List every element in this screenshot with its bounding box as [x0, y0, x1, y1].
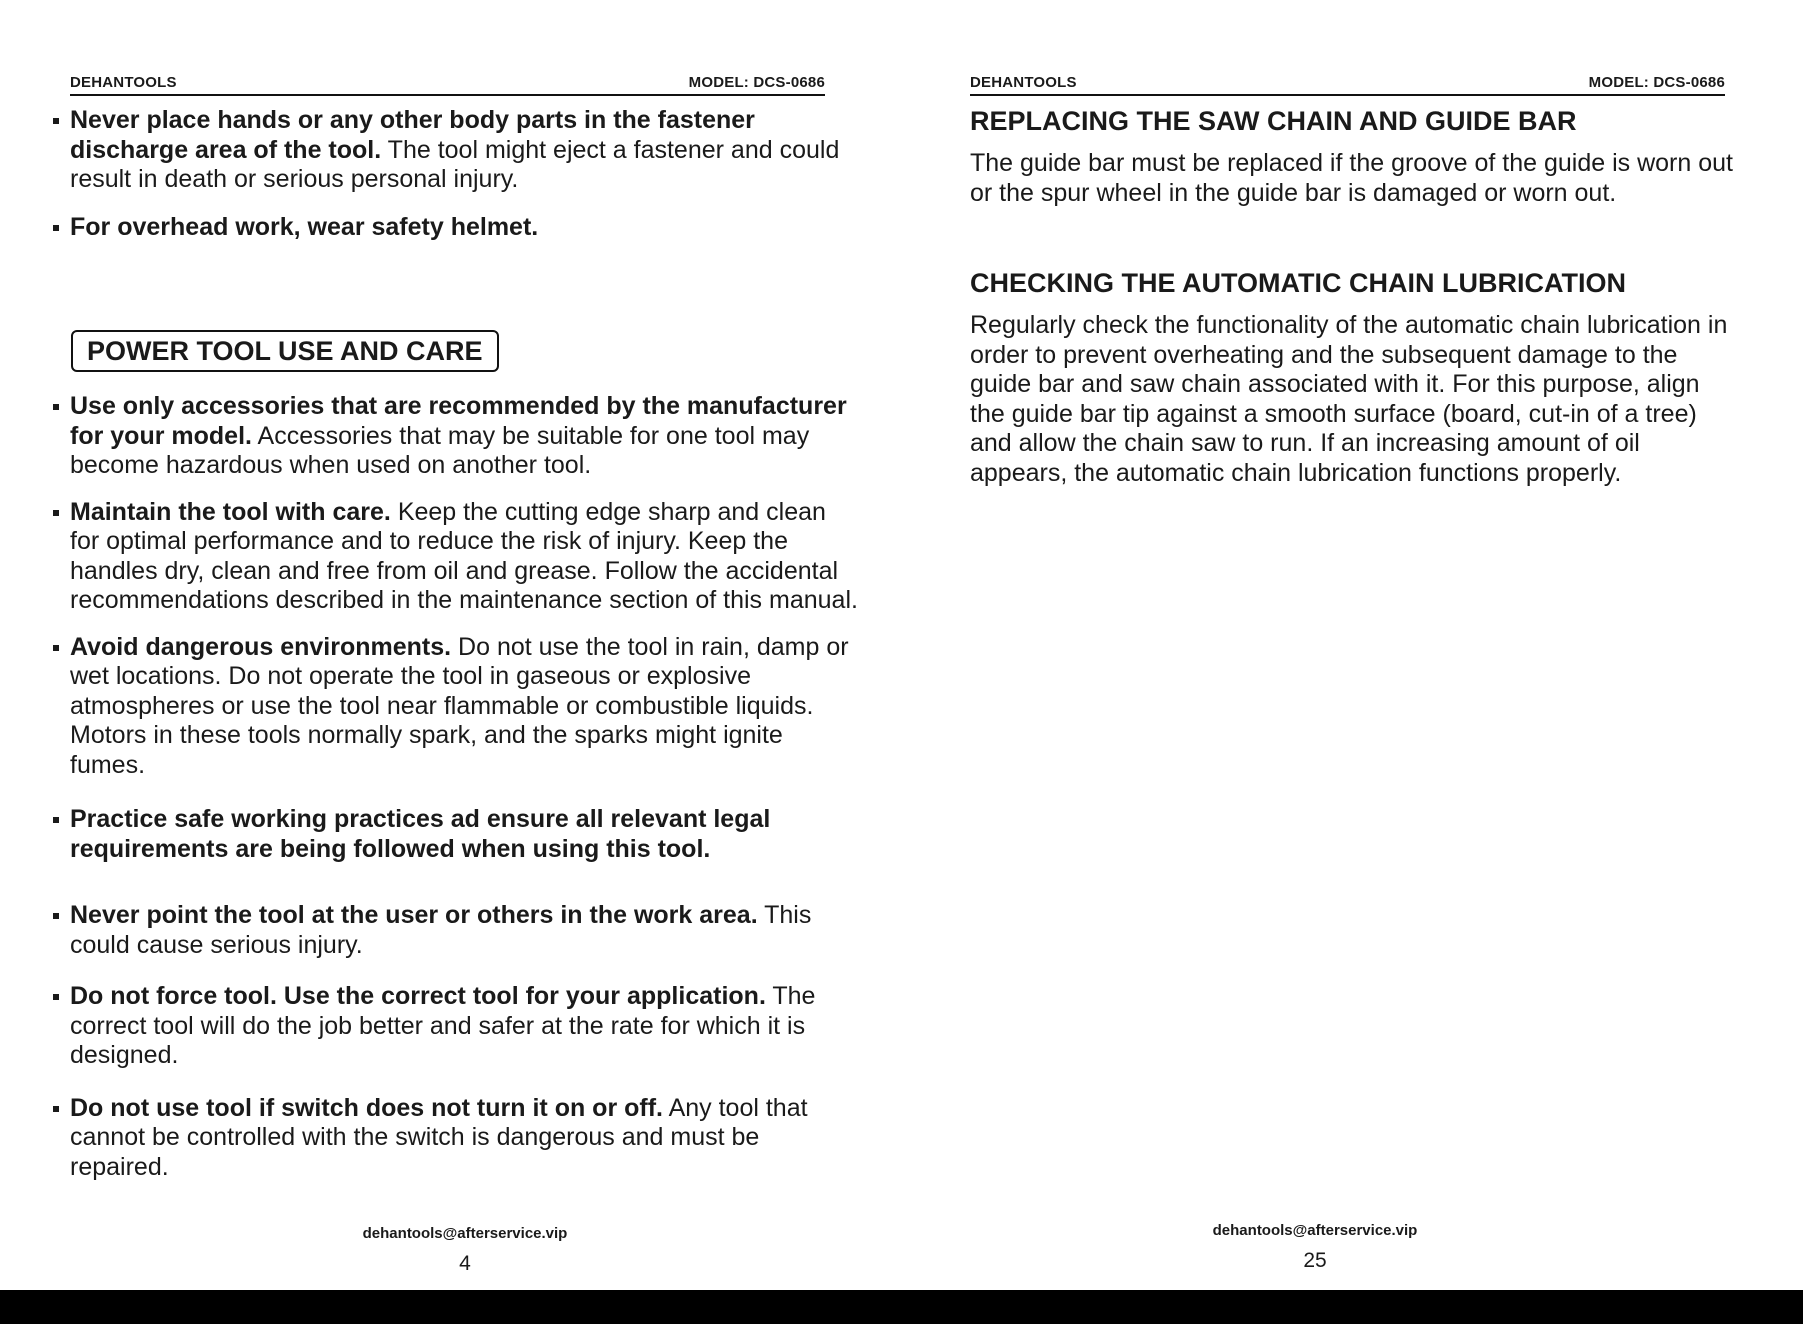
section-body: Regularly check the functionality of the automatic chain lubrication in order to prevent overheating and the subsequent damage to the guide bar and saw chain associated with it. For this purpose, align the guide bar tip against a smooth surface (board, cut-in of a tree) and allow the chain saw to run. If an increasing amount of oil appears, the automatic chain lubrication functions properly. — [970, 311, 1728, 487]
item-text: The tool might eject a fastener and could result in death or serious personal injury. — [70, 135, 840, 193]
page-footer — [50, 1225, 880, 1276]
header-model: MODEL: DCS-0686 — [688, 74, 825, 91]
list-item — [50, 901, 870, 960]
page-header — [70, 74, 825, 96]
header-model: MODEL: DCS-0686 — [1588, 74, 1725, 91]
item-bold: Never point the tool at the user or others in the work area. — [70, 901, 758, 929]
page-header — [970, 74, 1725, 96]
item-bold: Practice safe working practices ad ensure all relevant legal requirements are being followed when using this tool. — [70, 805, 771, 863]
list-item — [50, 392, 870, 481]
item-bold: Do not use tool if switch does not turn it on or off. — [70, 1093, 663, 1122]
item-text: Do not use the tool in rain, damp or wet locations. Do not operate the tool in gaseous or explosive atmospheres or use the tool near flammable or combustible liquids. Motors in these tools normally spark, and the sparks might ignite fumes. — [70, 632, 849, 779]
item-text: Accessories that may be suitable for one tool may become hazardous when used on another tool. — [70, 421, 810, 479]
item-text: Any tool that cannot be controlled with the switch is dangerous and must be repaired. — [70, 1093, 808, 1181]
section-body: The guide bar must be replaced if the groove of the guide is worn out or the spur wheel in the guide bar is damaged or worn out. — [970, 149, 1733, 207]
item-bold: Avoid dangerous environments. — [70, 632, 452, 661]
list-item — [50, 633, 870, 781]
header-brand: DEHANTOOLS — [970, 74, 1077, 91]
page-number: 4 — [459, 1252, 471, 1275]
item-bold: For overhead work, wear safety helmet. — [70, 212, 539, 241]
footer-email: dehantools@afterservice.vip — [362, 1225, 568, 1242]
top-bullet-list — [50, 106, 870, 242]
header-brand: DEHANTOOLS — [70, 74, 177, 91]
list-item — [50, 982, 870, 1071]
item-text: The correct tool will do the job better and safer at the rate for which it is designed. — [70, 982, 816, 1069]
list-item — [50, 498, 870, 616]
item-bold: Maintain the tool with care. — [70, 497, 391, 526]
bullet-list — [50, 392, 870, 1182]
section-heading: CHECKING THE AUTOMATIC CHAIN LUBRICATION — [970, 268, 1626, 298]
item-bold: Do not force tool. Use the correct tool for your application. — [70, 982, 766, 1010]
section-title: POWER TOOL USE AND CARE — [71, 330, 499, 372]
section-heading: REPLACING THE SAW CHAIN AND GUIDE BAR — [970, 106, 1577, 136]
list-item — [50, 805, 870, 864]
item-bold: Use only accessories that are recommended by the manufacturer for your model. — [70, 392, 847, 450]
right-page — [970, 0, 1800, 1290]
left-page — [70, 0, 900, 1290]
list-item — [50, 106, 870, 195]
item-bold: Never place hands or any other body parts in the fastener discharge area of the tool. — [70, 106, 755, 164]
item-text: This could cause serious injury. — [70, 901, 812, 959]
page-footer — [900, 1222, 1730, 1273]
page-number: 25 — [1303, 1249, 1327, 1272]
footer-email: dehantools@afterservice.vip — [1212, 1222, 1418, 1239]
list-item — [50, 213, 870, 243]
bottom-border — [0, 1290, 1803, 1324]
item-text: Keep the cutting edge sharp and clean for optimal performance and to reduce the risk of injury. Keep the handles dry, clean and free from oil and grease. Follow the accidental recommendations described in the maintenance section of this manual. — [70, 497, 858, 614]
list-item — [50, 1094, 870, 1183]
